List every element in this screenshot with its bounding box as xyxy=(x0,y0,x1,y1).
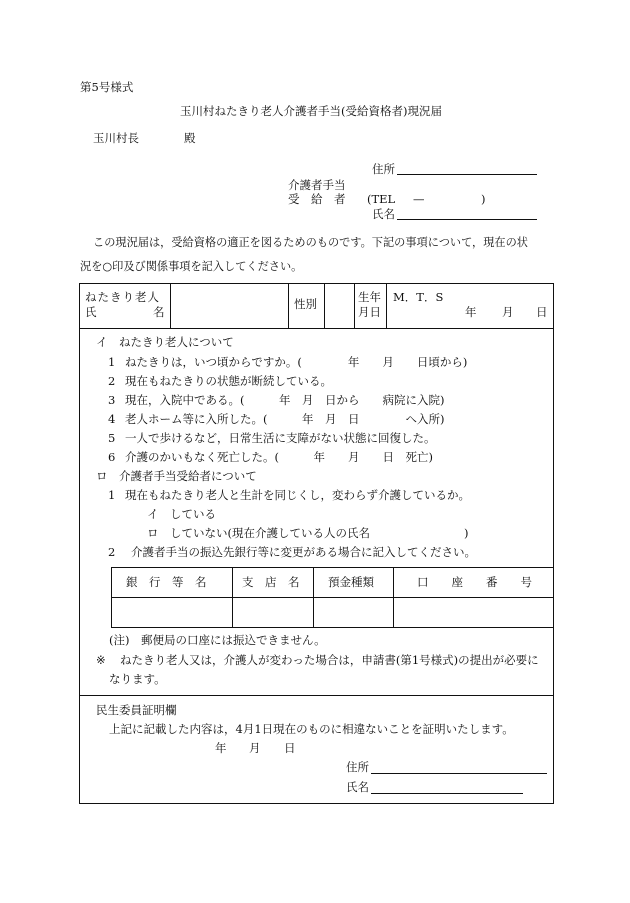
applicant-name-field[interactable] xyxy=(397,219,537,220)
certification-statement: 上記に記載した内容は，4月1日現在のものに相違ないことを証明いたします。 xyxy=(109,722,514,736)
section-i-item-num: 2 xyxy=(108,374,116,388)
cert-name-field[interactable] xyxy=(371,793,523,794)
section-i-item-num: 5 xyxy=(108,431,116,445)
intro-line2: 況を○印及び関係事項を記入してください。 xyxy=(80,260,303,273)
elder-label-line2a: 氏 xyxy=(85,305,97,319)
bank-name-field[interactable] xyxy=(113,599,231,625)
tel-label: (TEL xyxy=(367,192,396,206)
intro-line1: この現況届は，受給資格の適正を図るためのものです。下記の事項について，現在の状 xyxy=(93,236,528,249)
cert-year-label: 年 xyxy=(215,741,227,755)
birth-day-label: 日 xyxy=(536,305,548,319)
section-i-item-text[interactable]: 現在もねたきりの状態が断続している。 xyxy=(125,374,332,388)
section-i-item-text[interactable]: 老人ホーム等に入所した。( 年 月 日 へ入所) xyxy=(125,412,445,426)
elder-name-field[interactable] xyxy=(172,285,286,326)
branch-name-field[interactable] xyxy=(234,599,312,625)
section-i-item-text[interactable]: 現在，入院中である。( 年 月 日から 病院に入院) xyxy=(125,393,445,407)
section-ro-item-text: 介護者手当の振込先銀行等に変更がある場合に記入してください。 xyxy=(131,545,476,559)
form-title: 玉川村ねたきり老人介護者手当(受給資格者)現況届 xyxy=(180,104,442,118)
birth-year-label: 年 xyxy=(465,305,477,319)
col-divider xyxy=(386,283,387,328)
applicant-address-field[interactable] xyxy=(397,174,537,175)
bank-table-divider xyxy=(111,597,553,598)
birth-label-line1: 生年 xyxy=(358,290,381,304)
cert-address-field[interactable] xyxy=(371,773,547,774)
section-i-item-text[interactable]: 介護のかいもなく死亡した。( 年 月 日 死亡) xyxy=(125,450,433,464)
col-divider xyxy=(288,283,289,328)
note-change-line1: ねたきり老人又は，介護人が変わった場合は，申請書(第1号様式)の提出が必要に xyxy=(120,653,539,667)
sex-field[interactable] xyxy=(326,285,352,326)
era-options[interactable]: M．T．S xyxy=(393,290,444,304)
account-number-field[interactable] xyxy=(395,599,551,625)
col-divider xyxy=(354,283,355,328)
role-line2: 受 給 者 xyxy=(288,192,346,206)
option-caring[interactable]: イ している xyxy=(147,507,216,521)
section-i-heading: イ ねたきり老人について xyxy=(96,335,234,349)
col-divider xyxy=(170,283,171,328)
applicant-name-label: 氏名 xyxy=(372,207,395,221)
elder-label-line1: ねたきり老人 xyxy=(85,290,160,304)
section-i-item-num: 1 xyxy=(108,355,116,369)
birth-label-line2: 月日 xyxy=(358,305,381,319)
row-divider xyxy=(79,328,553,329)
addressee: 玉川村長 xyxy=(93,131,139,145)
option-not-caring[interactable]: ロ していない(現在介護している人の氏名 xyxy=(147,526,370,540)
note-change-line2: なります。 xyxy=(109,672,166,686)
note-postal: (注) 郵便局の口座には振込できません。 xyxy=(109,633,326,647)
certification-heading: 民生委員証明欄 xyxy=(96,703,177,717)
section-divider xyxy=(79,695,553,696)
deposit-type-field[interactable] xyxy=(315,599,392,625)
cert-name-label: 氏名 xyxy=(346,780,369,794)
bank-table-col xyxy=(313,567,314,627)
option-not-caring-close: ) xyxy=(464,526,469,540)
tel-close: ) xyxy=(481,192,486,206)
section-ro-item-num: 1 xyxy=(108,488,116,502)
section-i-item-num: 4 xyxy=(108,412,116,426)
section-i-item-num: 6 xyxy=(108,450,116,464)
bank-table-col xyxy=(232,567,233,627)
section-i-item-num: 3 xyxy=(108,393,116,407)
cert-month-label: 月 xyxy=(249,741,261,755)
section-ro-item-num: 2 xyxy=(108,545,116,559)
form-number: 第5号様式 xyxy=(80,80,134,94)
section-ro-item-text: 現在もねたきり老人と生計を同じくし，変わらず介護しているか。 xyxy=(125,488,470,502)
bank-header-bank: 銀 行 等 名 xyxy=(126,575,207,589)
cert-address-label: 住所 xyxy=(346,760,369,774)
col-divider xyxy=(324,283,325,328)
section-i-item-text[interactable]: ねたきりは，いつ頃からですか。( 年 月 日頃から) xyxy=(125,355,468,369)
section-i-item-text[interactable]: 一人で歩けるなど，日常生活に支障がない状態に回復した。 xyxy=(125,431,436,445)
bank-header-type: 預金種類 xyxy=(328,575,374,589)
cert-day-label: 日 xyxy=(284,741,296,755)
applicant-address-label: 住所 xyxy=(372,162,395,176)
elder-label-line2b: 名 xyxy=(153,305,165,319)
honorific: 殿 xyxy=(184,131,196,145)
bank-table-col xyxy=(393,567,394,627)
bank-header-account: 口 座 番 号 xyxy=(417,575,532,589)
tel-dash: — xyxy=(413,192,425,206)
birth-month-label: 月 xyxy=(502,305,514,319)
note-mark: ※ xyxy=(96,653,106,667)
bank-header-branch: 支 店 名 xyxy=(242,575,300,589)
sex-label: 性別 xyxy=(294,297,317,311)
section-ro-heading: ロ 介護者手当受給者について xyxy=(96,469,257,483)
role-line1: 介護者手当 xyxy=(288,178,346,192)
